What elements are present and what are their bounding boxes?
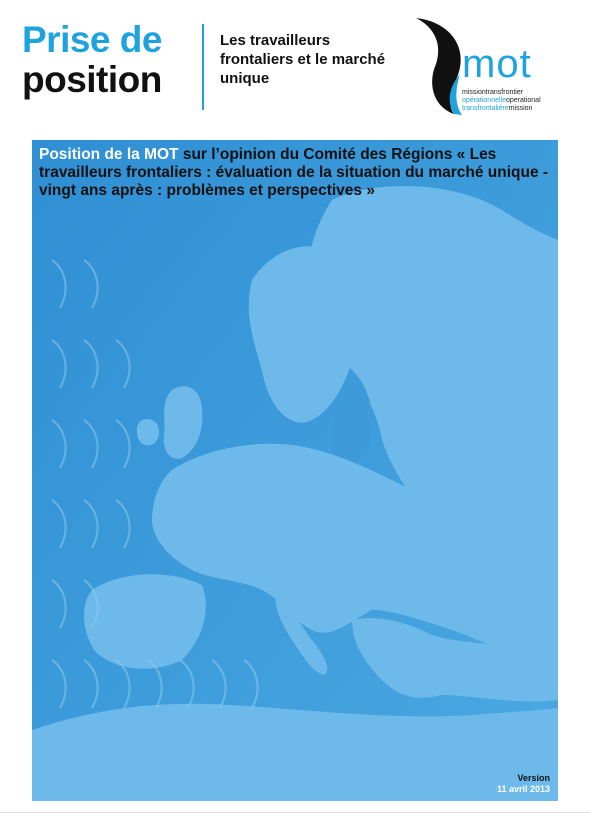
version-label: Version — [517, 773, 550, 783]
logo-tagline — [462, 89, 541, 113]
title-line-1: Prise de — [22, 19, 162, 60]
logo-tag-1a: mission — [462, 89, 486, 96]
logo-tag-3b: mission — [508, 105, 533, 112]
version-date: 11 avril 2013 — [496, 784, 550, 794]
cover-panel — [32, 140, 558, 801]
page-bottom-rule — [0, 812, 590, 813]
title-line-2: position — [22, 59, 162, 100]
header — [0, 0, 590, 130]
cover-title-highlight: Position de la MOT — [39, 146, 179, 163]
logo-tag-1b: transfrontier — [485, 89, 524, 96]
europe-map-background — [32, 140, 558, 801]
logo-tag-3a: transfrontalière — [462, 105, 509, 112]
logo-wordmark: mot — [462, 42, 532, 86]
mot-logo — [410, 16, 580, 116]
document-type-title — [22, 20, 187, 100]
logo-tag-2b: operational — [505, 97, 541, 104]
cover-title — [39, 146, 554, 200]
document-subtitle: Les travailleurs frontaliers et le marché unique — [220, 32, 386, 87]
logo-tag-2a: opérationnelle — [462, 97, 506, 104]
cover-title-rest: sur l’opinion du Comité des Régions « Les travailleurs frontaliers : évaluation de la situation du marché unique - vingt ans après : problèmes et perspectives » — [39, 146, 549, 199]
header-divider — [202, 24, 204, 110]
version-block — [497, 773, 550, 795]
logo-crescent-icon — [410, 16, 470, 116]
